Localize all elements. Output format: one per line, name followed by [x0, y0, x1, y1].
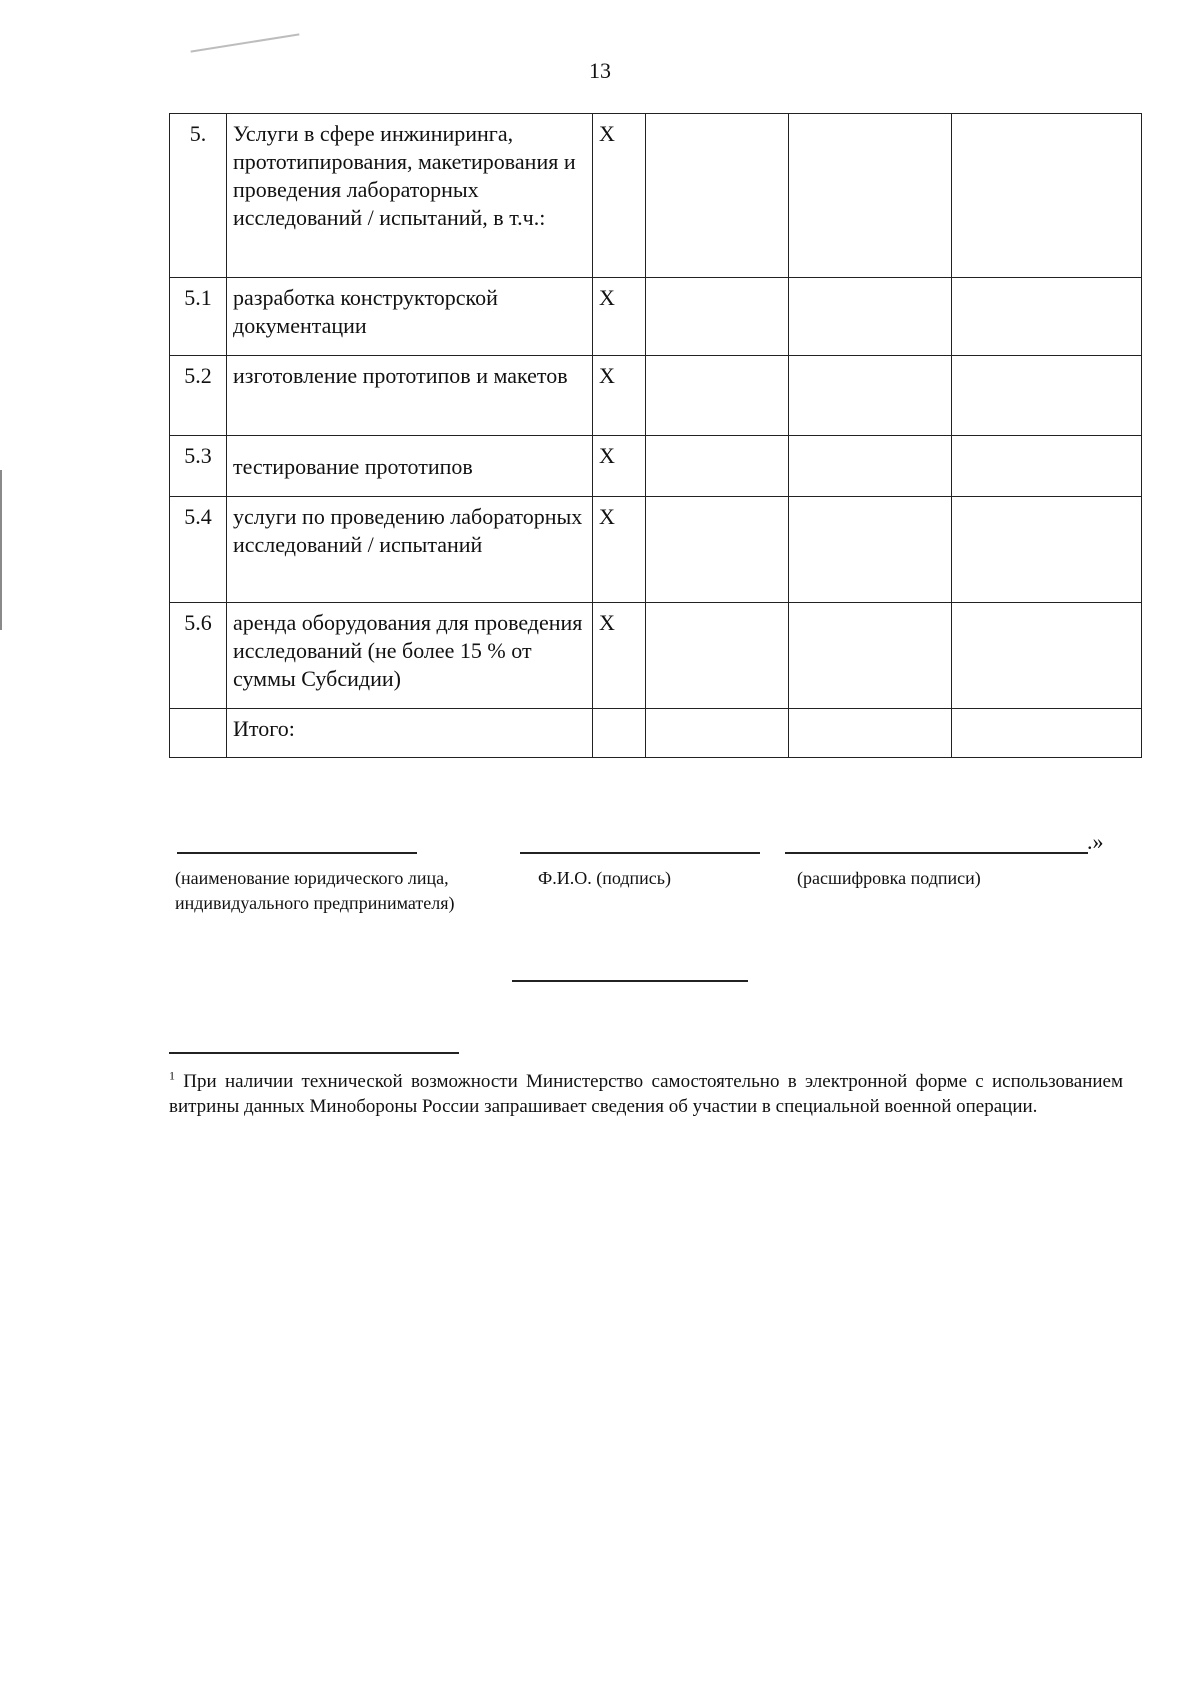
- table-cell: [646, 497, 789, 603]
- table-row: [170, 114, 1142, 278]
- row-number: 5.: [170, 114, 227, 278]
- row-number: 5.1: [170, 278, 227, 356]
- x-mark: X: [593, 497, 646, 603]
- decode-signature-line: [785, 852, 1088, 854]
- table-cell: [952, 709, 1142, 758]
- page-number: 13: [589, 58, 611, 83]
- table-cell: [789, 603, 952, 709]
- service-name: услуги по проведению лабораторных исследований / испытаний: [227, 497, 593, 603]
- section-end-line: [512, 980, 748, 982]
- table-cell: [789, 356, 952, 436]
- decode-caption: (расшифровка подписи): [797, 868, 981, 888]
- table-cell: [952, 436, 1142, 497]
- table-row: [170, 278, 1142, 356]
- table-cell: [646, 278, 789, 356]
- table-cell: [646, 436, 789, 497]
- footnote-marker: 1: [169, 1068, 175, 1083]
- x-mark: X: [593, 603, 646, 709]
- x-mark: X: [593, 278, 646, 356]
- table-cell: [789, 278, 952, 356]
- table-row: [170, 356, 1142, 436]
- footnote: [169, 1069, 1123, 1119]
- table-row: [170, 497, 1142, 603]
- service-name: Услуги в сфере инжиниринга, прототипирования, макетирования и проведения лабораторных исследований / испытаний, в т.ч.:: [227, 114, 593, 278]
- row-number: [170, 709, 227, 758]
- table-cell: [789, 497, 952, 603]
- service-name: разработка конструкторской документации: [227, 278, 593, 356]
- row-number: 5.2: [170, 356, 227, 436]
- table-cell: [952, 278, 1142, 356]
- x-mark: [593, 709, 646, 758]
- table-cell: [646, 356, 789, 436]
- total-label: Итого:: [227, 709, 593, 758]
- row-number: 5.3: [170, 436, 227, 497]
- org-caption-line2: индивидуального предпринимателя): [175, 893, 455, 913]
- table-cell: [952, 356, 1142, 436]
- footnote-text: При наличии технической возможности Министерство самостоятельно в электронной форме с использованием витрины данных Минобороны России запрашивает сведения об участии в специальной военной операции.: [169, 1071, 1123, 1117]
- table-row-total: [170, 709, 1142, 758]
- table-cell: [789, 709, 952, 758]
- table-cell: [646, 709, 789, 758]
- table-cell: [789, 436, 952, 497]
- services-table: [169, 113, 1142, 758]
- scan-artifact: [0, 470, 2, 630]
- fio-caption: Ф.И.О. (подпись): [538, 868, 671, 888]
- org-caption: [175, 866, 455, 916]
- closing-quote: .»: [1087, 829, 1104, 854]
- x-mark: X: [593, 114, 646, 278]
- x-mark: X: [593, 436, 646, 497]
- fio-signature-line: [520, 852, 760, 854]
- table-cell: [952, 114, 1142, 278]
- service-name: аренда оборудования для проведения исследований (не более 15 % от суммы Субсидии): [227, 603, 593, 709]
- table-cell: [952, 497, 1142, 603]
- x-mark: X: [593, 356, 646, 436]
- service-name: тестирование прототипов: [227, 436, 593, 497]
- table-row: [170, 603, 1142, 709]
- table-cell: [789, 114, 952, 278]
- org-caption-line1: (наименование юридического лица,: [175, 868, 449, 888]
- footnote-separator: [169, 1052, 459, 1054]
- table-cell: [646, 603, 789, 709]
- scan-artifact: [191, 33, 300, 52]
- row-number: 5.4: [170, 497, 227, 603]
- table-row: [170, 436, 1142, 497]
- table-cell: [646, 114, 789, 278]
- org-signature-line: [177, 852, 417, 854]
- service-name: изготовление прототипов и макетов: [227, 356, 593, 436]
- table-cell: [952, 603, 1142, 709]
- row-number: 5.6: [170, 603, 227, 709]
